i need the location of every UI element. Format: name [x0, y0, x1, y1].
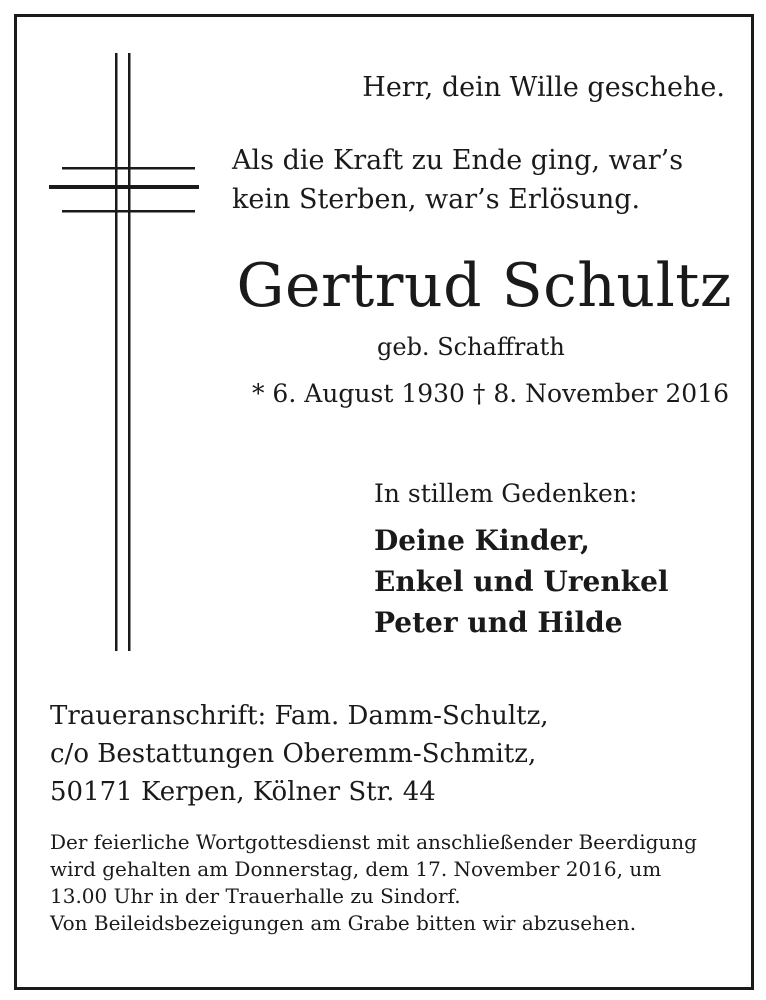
- notice-line-2: wird gehalten am Donnerstag, dem 17. November 2016, um: [50, 857, 662, 881]
- address-line-2: c/o Bestattungen Oberemm-Schmitz,: [50, 739, 537, 769]
- address-line-3: 50171 Kerpen, Kölner Str. 44: [50, 777, 436, 807]
- address-line-1: Traueranschrift: Fam. Damm-Schultz,: [50, 701, 549, 731]
- mourner-line-3: Peter und Hilde: [374, 606, 623, 639]
- mourner-line-2: Enkel und Urenkel: [374, 565, 669, 598]
- mourner-line-1: Deine Kinder,: [374, 524, 590, 557]
- deceased-name: Gertrud Schultz: [236, 251, 732, 321]
- cross-icon: [17, 17, 217, 657]
- bible-quote: Herr, dein Wille geschehe.: [362, 72, 725, 103]
- verse-line-1: Als die Kraft zu Ende ging, war’s: [232, 145, 684, 176]
- life-dates: * 6. August 1930 † 8. November 2016: [251, 379, 729, 408]
- obituary-frame: [14, 14, 754, 990]
- born-name: geb. Schaffrath: [377, 333, 565, 361]
- verse-line-2: kein Sterben, war’s Erlösung.: [232, 184, 641, 215]
- remembrance-heading: In stillem Gedenken:: [374, 479, 638, 508]
- notice-line-3: 13.00 Uhr in der Trauerhalle zu Sindorf.: [50, 884, 461, 908]
- notice-line-1: Der feierliche Wortgottesdienst mit anschließender Beerdigung: [50, 830, 697, 854]
- notice-line-4: Von Beileidsbezeigungen am Grabe bitten wir abzusehen.: [50, 911, 637, 935]
